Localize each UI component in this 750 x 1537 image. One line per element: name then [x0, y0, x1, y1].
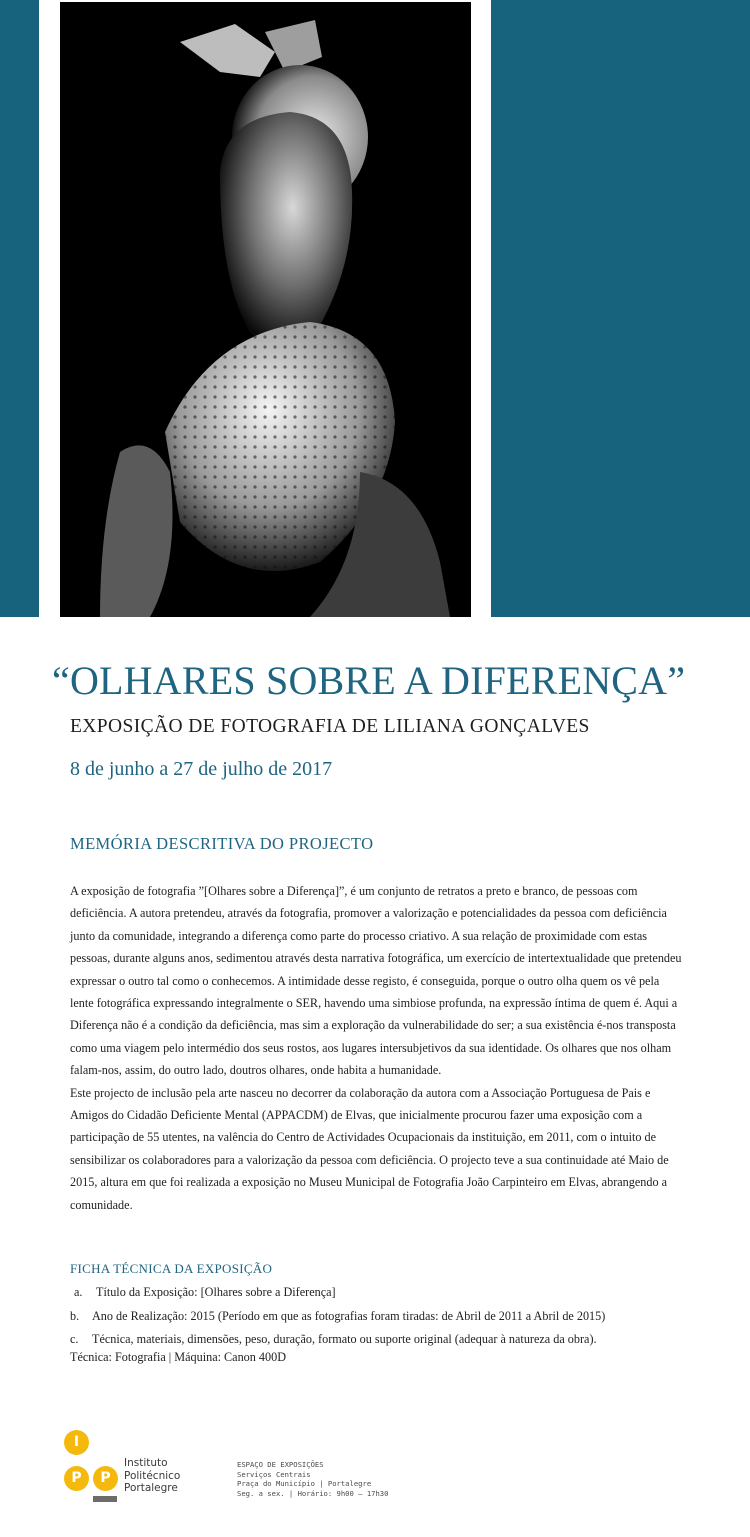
portrait-photo [60, 2, 471, 617]
memoria-paragraph: Este projecto de inclusão pela arte nasceu no decorrer da colaboração da autora com a Associação Portuguesa de Pais e Amigos do Cidadão Deficiente Mental (APPACDM) de Elvas, que inicialmente procurou fazer uma exposição com a participação de 55 utentes, na valência do Centro de Actividades Ocupacionais da instituição, em 2011, com o intuito de sensibilizar os colaboradores para a valorização da pessoa com deficiência. O projecto teve a sua continuidade até Maio de 2015, altura em que foi realizada a exposição no Museu Municipal de Fotografia João Carpinteiro em Elvas, abrangendo a comunidade. [70, 1085, 669, 1212]
logo-letter-i: I [64, 1430, 89, 1455]
memoria-paragraph: A exposição de fotografia ”[Olhares sobre a Diferença]”, é um conjunto de retratos a preto e branco, de pessoas com deficiência. A autora pretendeu, através da fotografia, promover a valorização e potencialidades da pessoa com deficiência junto da comunidade, integrando a diferença como parte do processo criativo. A sua relação de proximidade com estas pessoas, durante alguns anos, sedimentou através desta narrativa fotográfica, um exercício de intertextualidade que pretendeu expressar o outro tal como o conhecemos. A intimidade desse registo, é conseguida, porque o outro olha quem os vê pela lente fotográfica expressando integralmente o SER, havendo uma simbiose profunda, na expressão íntima de quem é. Aqui a Diferença não é a condição da deficiência, mas sim a exploração da vulnerabilidade do ser; a sua existência é-nos transposta como uma viagem pelo intermédio dos seus rostos, aos lugares intersubjetivos da sua identidade. Os olhares que nos olham falam-nos, assim, do outro lado, doutros olhares, onde habita a humanidade. [70, 884, 682, 1078]
exhibition-title: “OLHARES SOBRE A DIFERENÇA” [52, 658, 686, 703]
ficha-item-text: Título da Exposição: [Olhares sobre a Diferença] [96, 1285, 336, 1299]
ficha-item-text: Ano de Realização: 2015 (Período em que as fotografias foram tiradas: de Abril de 2011 a Abril de 2015) [92, 1308, 606, 1323]
ficha-technique: Técnica: Fotografia | Máquina: Canon 400D [70, 1350, 287, 1364]
ficha-item-marker: b. [70, 1308, 80, 1323]
right-color-band [491, 0, 750, 617]
exhibition-dates: 8 de junho a 27 de julho de 2017 [70, 758, 333, 780]
left-color-band [0, 0, 39, 617]
logo-line: Portalegre [124, 1482, 178, 1494]
ficha-list [70, 1281, 710, 1352]
ficha-item [70, 1328, 710, 1352]
address-line: Praça do Município | Portalegre [237, 1479, 372, 1489]
address-line: Seg. a sex. | Horário: 9h00 – 17h30 [237, 1488, 389, 1498]
address-line: ESPAÇO DE EXPOSIÇÕES [237, 1460, 324, 1469]
ficha-heading: FICHA TÉCNICA DA EXPOSIÇÃO [70, 1261, 273, 1276]
ficha-item-text: Técnica, materiais, dimensões, peso, duração, formato ou suporte original (adequar à natureza da obra). [92, 1332, 597, 1346]
logo-letter-p: P [64, 1466, 89, 1491]
ipp-logo [64, 1430, 194, 1505]
logo-bar [93, 1496, 117, 1502]
ficha-item [70, 1305, 710, 1329]
ficha-item-marker: c. [70, 1332, 79, 1346]
memoria-heading: MEMÓRIA DESCRITIVA DO PROJECTO [70, 834, 374, 853]
logo-letter-p: P [93, 1466, 118, 1491]
ficha-item-marker: a. [74, 1285, 83, 1299]
address-line: Serviços Centrais [237, 1469, 311, 1479]
venue-address [237, 1460, 388, 1498]
logo-line: Politécnico [124, 1469, 181, 1482]
ficha-item [70, 1281, 710, 1305]
logo-wordmark [124, 1457, 180, 1495]
portrait-photo-illustration [60, 2, 471, 617]
exhibition-subtitle: EXPOSIÇÃO DE FOTOGRAFIA DE LILIANA GONÇALVES [70, 716, 590, 737]
memoria-body [70, 880, 682, 1216]
logo-line: Instituto [124, 1457, 168, 1469]
